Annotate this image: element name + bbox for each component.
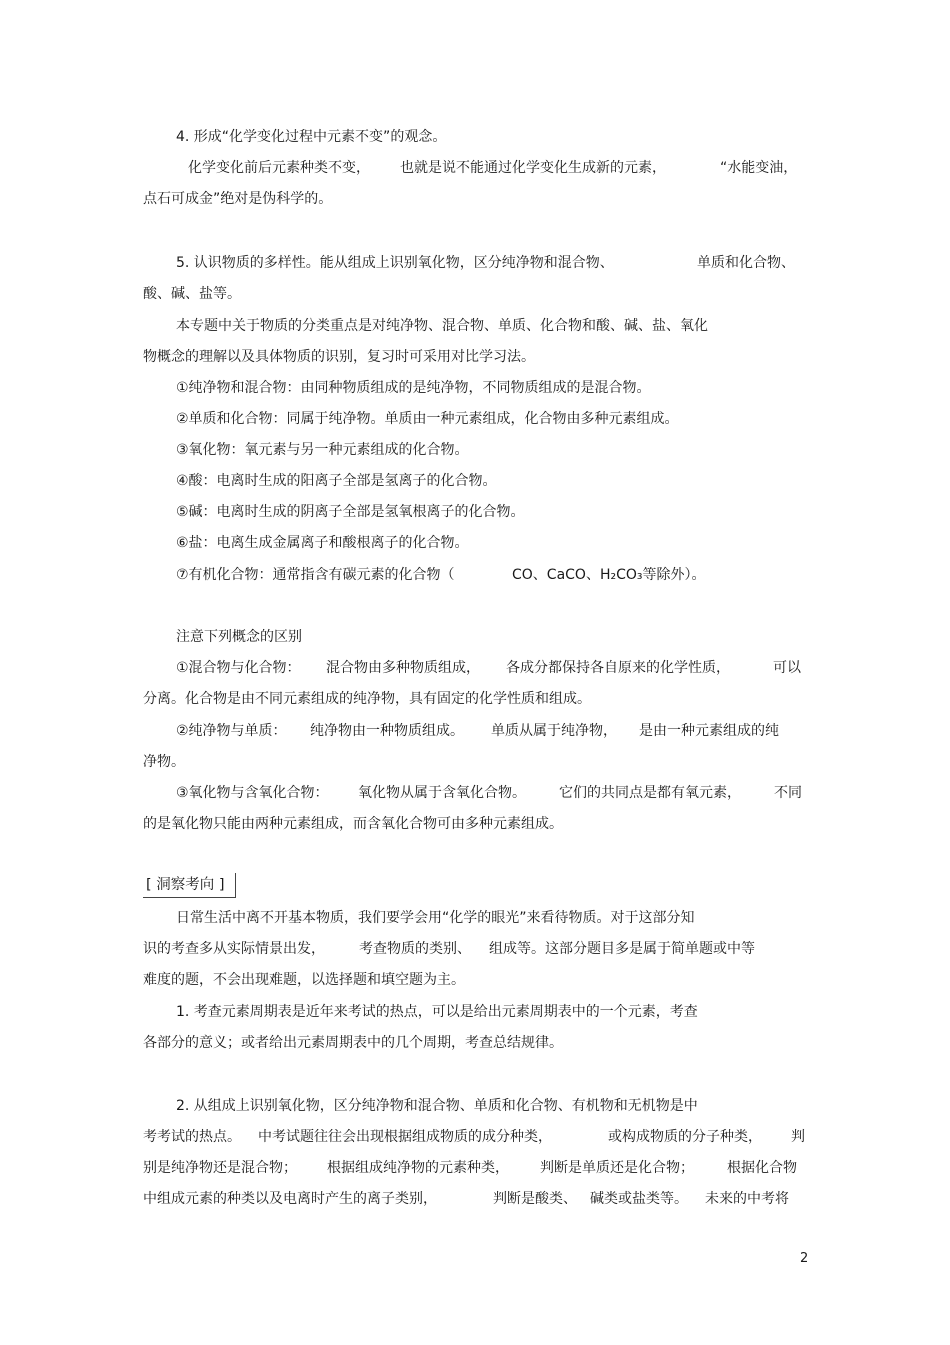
classification-item: ①纯净物和混合物：由同种物质组成的是纯净物，不同物质组成的是混合物。 — [176, 380, 651, 396]
classification-item: ②单质和化合物：同属于纯净物。单质由一种元素组成，化合物由多种元素组成。 — [176, 411, 679, 427]
text-segment: 单质和化合物、 — [697, 255, 795, 271]
text-segment: 也就是说不能通过化学变化生成新的元素， — [400, 160, 666, 176]
text-segment: 或构成物质的分子种类， — [608, 1129, 762, 1145]
text-segment: 考查物质的类别、 — [359, 941, 471, 957]
text-segment: 组成等。这部分题目多是属于简单题或中等 — [489, 941, 755, 957]
text-segment: 未来的中考将 — [705, 1191, 789, 1207]
text-segment: 别是纯净物还是混合物； — [143, 1160, 297, 1176]
insight-paragraph-line — [143, 939, 783, 959]
insight-paragraph: 日常生活中离不开基本物质，我们要学会用“化学的眼光”来看待物质。对于这部分知 — [176, 910, 695, 926]
text-segment: 碱类或盐类等。 — [590, 1191, 688, 1207]
text-segment: 中组成元素的种类以及电离时产生的离子类别， — [143, 1191, 437, 1207]
note-line — [176, 658, 804, 678]
section-heading: [ 洞察考向 ] — [146, 877, 225, 893]
note-line-cont: 分离。化合物是由不同元素组成的纯净物，具有固定的化学性质和组成。 — [143, 691, 591, 707]
exam-point-2-line — [143, 1189, 808, 1209]
text-segment: 它们的共同点是都有氧元素， — [559, 785, 741, 801]
text-segment: CO、CaCO、H₂CO₃等除外）。 — [512, 567, 706, 583]
notes-title: 注意下列概念的区别 — [176, 629, 302, 645]
text-segment: 判断是单质还是化合物； — [540, 1160, 694, 1176]
section-4-paragraph-cont: 点石可成金”绝对是伪科学的。 — [143, 191, 333, 207]
section-5-title — [176, 253, 801, 273]
text-segment: 纯净物由一种物质组成。 — [310, 723, 464, 739]
text-segment: 混合物由多种物质组成， — [326, 660, 480, 676]
text-segment: 中考试题往往会出现根据组成物质的成分种类， — [258, 1129, 552, 1145]
text-segment: 考考试的热点。 — [143, 1129, 241, 1145]
text-segment: 5. 认识物质的多样性。能从组成上识别氧化物，区分纯净物和混合物、 — [176, 255, 614, 271]
exam-point-1: 1. 考查元素周期表是近年来考试的热点，可以是给出元素周期表中的一个元素，考查 — [176, 1004, 698, 1020]
classification-item: ③氧化物：氧元素与另一种元素组成的化合物。 — [176, 442, 469, 458]
text-segment: 是由一种元素组成的纯 — [639, 723, 779, 739]
text-segment: 判断是酸类、 — [493, 1191, 577, 1207]
text-segment: 判 — [791, 1129, 805, 1145]
classification-item: ⑥盐：电离生成金属离子和酸根离子的化合物。 — [176, 535, 469, 551]
exam-point-2: 2. 从组成上识别氧化物，区分纯净物和混合物、单质和化合物、有机物和无机物是中 — [176, 1098, 698, 1114]
text-segment: ②纯净物与单质： — [176, 723, 287, 739]
text-segment: 氧化物从属于含氧化合物。 — [358, 785, 526, 801]
page-number: 2 — [800, 1251, 809, 1266]
text-segment: 各成分都保持各自原来的化学性质， — [506, 660, 730, 676]
text-segment: ①混合物与化合物： — [176, 660, 301, 676]
text-segment: 不同 — [774, 785, 802, 801]
text-segment: ⑦有机化合物：通常指含有碳元素的化合物（ — [176, 567, 455, 583]
text-segment: 根据组成纯净物的元素种类， — [327, 1160, 509, 1176]
text-segment: 根据化合物 — [727, 1160, 797, 1176]
text-segment: 单质从属于纯净物， — [491, 723, 617, 739]
note-line-cont: 的是氧化物只能由两种元素组成，而含氧化合物可由多种元素组成。 — [143, 816, 563, 832]
text-segment: 化学变化前后元素种类不变， — [188, 160, 370, 176]
section-5-intro-cont: 物概念的理解以及具体物质的识别，复习时可采用对比学习法。 — [143, 349, 535, 365]
text-segment: ③氧化物与含氧化合物： — [176, 785, 329, 801]
insight-paragraph-line: 难度的题，不会出现难题，以选择题和填空题为主。 — [143, 972, 465, 988]
text-segment: 识的考查多从实际情景出发， — [143, 941, 325, 957]
section-4-paragraph-line — [188, 158, 798, 178]
text-segment: “水能变油， — [720, 160, 798, 176]
classification-item — [176, 565, 736, 585]
text-segment: 可以 — [773, 660, 801, 676]
section-5-title-cont: 酸、碱、盐等。 — [143, 286, 241, 302]
exam-point-2-line — [143, 1158, 808, 1178]
exam-point-2-line — [143, 1127, 808, 1147]
exam-point-1-cont: 各部分的意义；或者给出元素周期表中的几个周期，考查总结规律。 — [143, 1035, 563, 1051]
classification-item: ④酸：电离时生成的阳离子全部是氢离子的化合物。 — [176, 473, 497, 489]
note-line — [176, 783, 804, 803]
section-5-intro: 本专题中关于物质的分类重点是对纯净物、混合物、单质、化合物和酸、碱、盐、氧化 — [176, 318, 708, 334]
note-line-cont: 净物。 — [143, 754, 185, 770]
classification-item: ⑤碱：电离时生成的阴离子全部是氢氧根离子的化合物。 — [176, 504, 525, 520]
section-4-title: 4. 形成“化学变化过程中元素不变”的观念。 — [176, 129, 447, 145]
note-line — [176, 721, 796, 741]
